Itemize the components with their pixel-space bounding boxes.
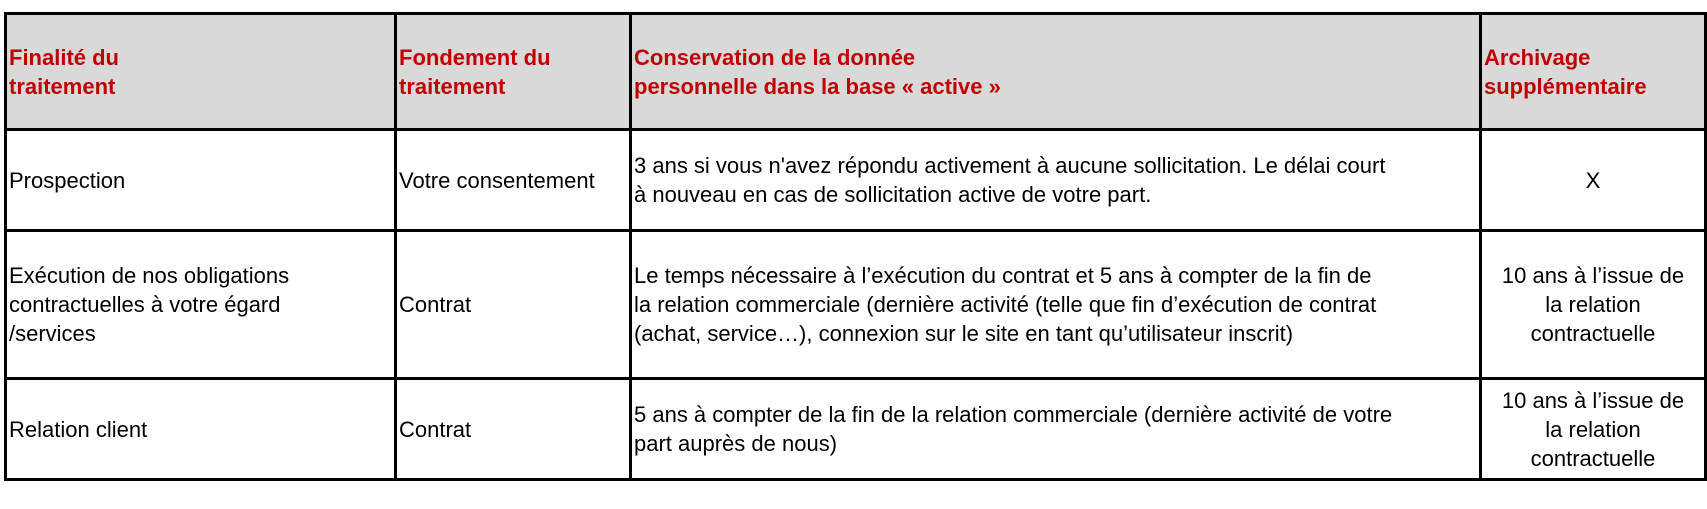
cell-legal-basis: Contrat: [396, 379, 631, 480]
cell-archiving: X: [1481, 130, 1706, 231]
data-retention-table: [4, 12, 1707, 481]
header-active-retention: Conservation de la donnée personnelle dans la base « active »: [631, 14, 1481, 130]
table-row: [6, 379, 1706, 480]
table-row: [6, 231, 1706, 379]
cell-purpose: Prospection: [6, 130, 396, 231]
table-header-row: [6, 14, 1706, 130]
cell-active-retention: Le temps nécessaire à l’exécution du contrat et 5 ans à compter de la fin de la relation commerciale (dernière activité (telle que fin d’exécution de contrat (achat, service…), connexion sur le site en tant qu’utilisateur inscrit): [631, 231, 1481, 379]
cell-archiving: 10 ans à l’issue de la relation contractuelle: [1481, 231, 1706, 379]
header-legal-basis: Fondement du traitement: [396, 14, 631, 130]
table-row: [6, 130, 1706, 231]
header-archiving: Archivage supplémentaire: [1481, 14, 1706, 130]
cell-legal-basis: Contrat: [396, 231, 631, 379]
cell-purpose: Exécution de nos obligations contractuelles à votre égard /services: [6, 231, 396, 379]
cell-active-retention: 3 ans si vous n'avez répondu activement à aucune sollicitation. Le délai court à nouveau en cas de sollicitation active de votre part.: [631, 130, 1481, 231]
cell-archiving: 10 ans à l’issue de la relation contractuelle: [1481, 379, 1706, 480]
cell-purpose: Relation client: [6, 379, 396, 480]
cell-active-retention: 5 ans à compter de la fin de la relation commerciale (dernière activité de votre part auprès de nous): [631, 379, 1481, 480]
cell-legal-basis: Votre consentement: [396, 130, 631, 231]
header-purpose: Finalité du traitement: [6, 14, 396, 130]
